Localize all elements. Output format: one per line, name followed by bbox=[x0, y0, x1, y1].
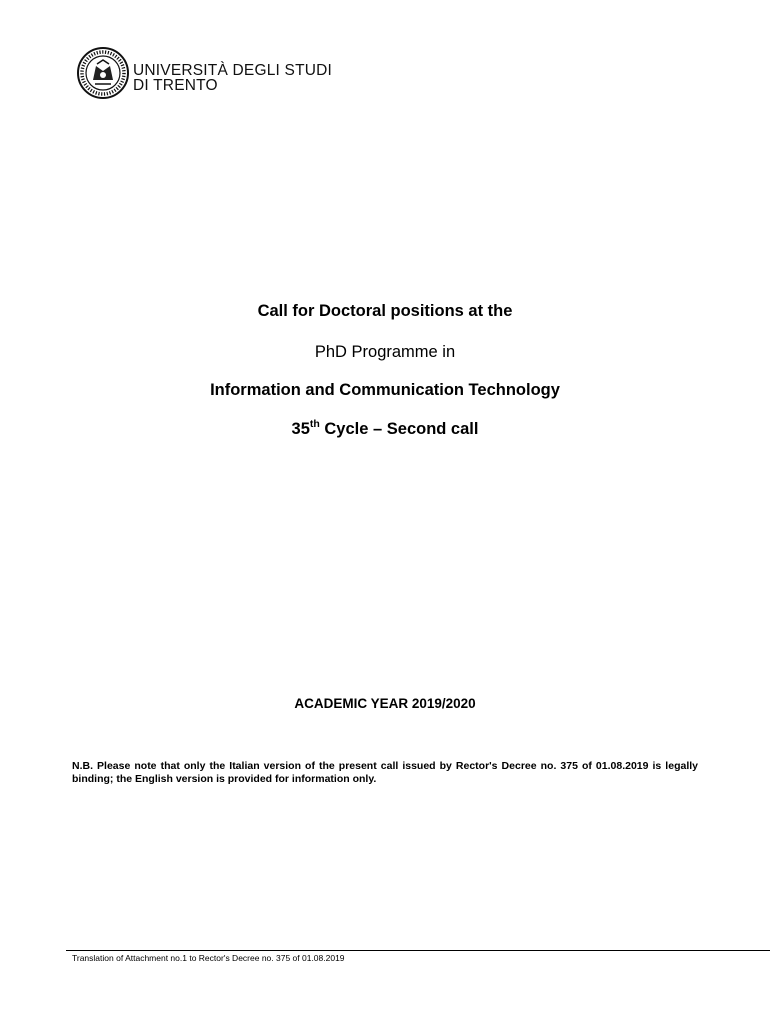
legal-note: N.B. Please note that only the Italian version of the present call issued by Rector's Decree no. 375 of 01.08.2019 is legally binding; the English version is provided for information only. bbox=[72, 760, 698, 785]
programme-label: PhD Programme in bbox=[314, 343, 456, 361]
call-title: Call for Doctoral positions at the bbox=[257, 302, 513, 320]
cycle-heading bbox=[0, 420, 770, 439]
cycle-number: 35 bbox=[291, 420, 310, 438]
university-seal-icon bbox=[76, 46, 130, 100]
programme-name: Information and Communication Technology bbox=[210, 381, 560, 399]
university-logo bbox=[76, 46, 332, 100]
university-name bbox=[133, 63, 332, 93]
cycle-suffix: th bbox=[309, 418, 320, 430]
university-name-line-1: UNIVERSITÀ DEGLI STUDI bbox=[133, 62, 333, 79]
footer-divider bbox=[66, 950, 770, 951]
university-name-line-2: DI TRENTO bbox=[133, 77, 218, 94]
footer-note: Translation of Attachment no.1 to Rector's Decree no. 375 of 01.08.2019 bbox=[72, 953, 345, 963]
academic-year: ACADEMIC YEAR 2019/2020 bbox=[294, 696, 476, 711]
cycle-text: Cycle – Second call bbox=[319, 420, 479, 438]
